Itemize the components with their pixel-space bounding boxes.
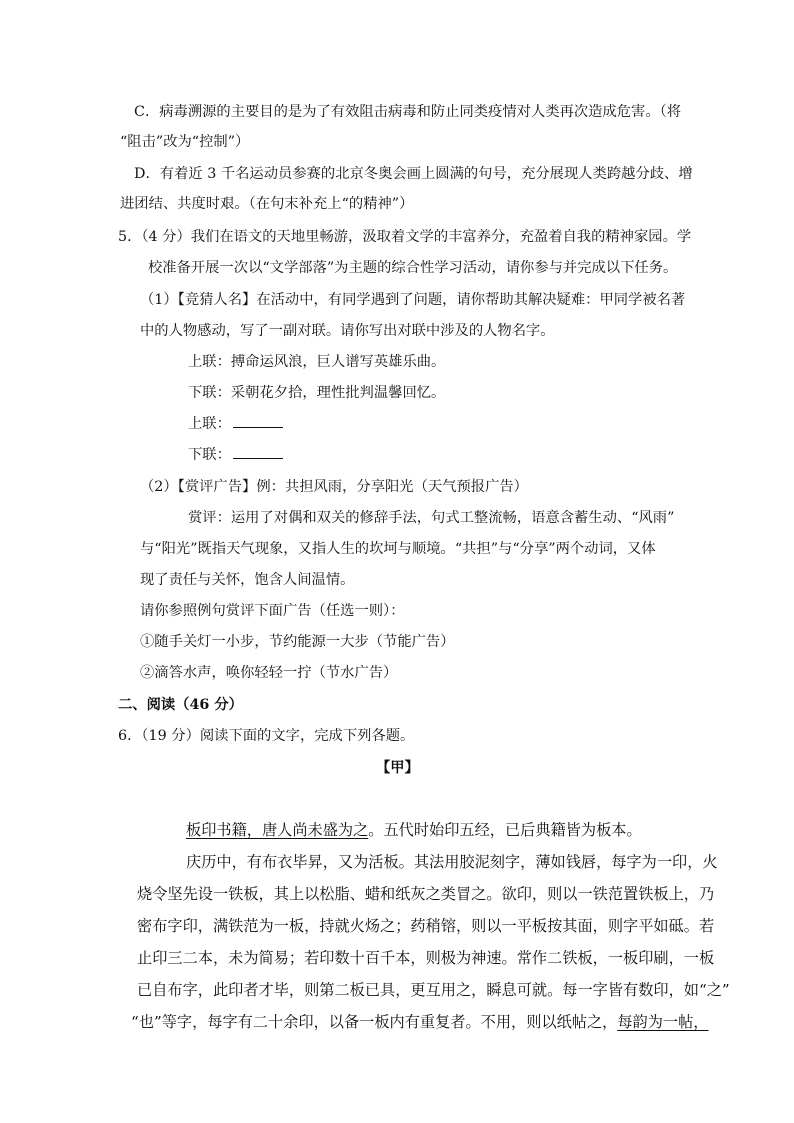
part-2-line2: 赏评：运用了对偶和双关的修辞手法，句式工整流畅，语意含蓄生动、“风雨” [188, 510, 675, 526]
answer-upper-label: 上联： [188, 416, 231, 432]
section-heading: 二、阅读（46 分） [118, 697, 243, 713]
part-2-line1: （2）【赏评广告】例：共担风雨，分享阳光（天气预报广告） [140, 479, 528, 495]
ad-option-2: ②滴答水声，唤你轻轻一拧（节水广告） [140, 665, 398, 681]
option-c-line1: C．病毒溯源的主要目的是为了有效阻击病毒和防止同类疫情对人类再次造成危害。（将 [134, 104, 682, 120]
answer-lower-label: 下联： [188, 447, 231, 463]
part-2-line4: 现了责任与关怀，饱含人间温情。 [140, 572, 355, 588]
question-5-line2: 校准备开展一次以“文学部落”为主题的综合性学习活动，请你参与并完成以下任务。 [148, 260, 678, 276]
couplet-upper: 上联：搏命运风浪，巨人谱写英雄乐曲。 [188, 354, 446, 370]
answer-upper-blank[interactable] [233, 414, 283, 428]
part-1-line1: （1）【竞猜人名】在活动中，有同学遇到了问题，请你帮助其解决疑难：甲同学被名著 [140, 292, 686, 308]
couplet-lower: 下联：采朝花夕拾，理性批判温馨回忆。 [188, 385, 446, 401]
passage-para-2-line4: 止印三二本，未为简易；若印数十百千本，则极为神速。常作二铁板，一板印刷，一板 [137, 949, 715, 967]
underlined-sentence-1: 板印书籍，唐人尚未盛为之 [186, 821, 369, 839]
question-5-line1: 5．（4 分）我们在语文的天地里畅游，汲取着文学的丰富养分，充盈着自我的精神家园。学 [118, 229, 692, 245]
passage-para-2-line6 [131, 1012, 708, 1032]
part-1-line2: 中的人物感动，写了一副对联。请你写出对联中涉及的人物名字。 [140, 323, 555, 339]
question-6: 6．（19 分）阅读下面的文字，完成下列各题。 [118, 728, 415, 744]
option-c-line2: “阻击”改为“控制”） [120, 134, 250, 150]
answer-upper-row [188, 414, 283, 434]
passage-title: 【甲】 [376, 760, 419, 776]
answer-lower-blank[interactable] [233, 445, 283, 459]
option-d-line2: 进团结、共度时艰。（在句末补充上“的精神”） [120, 196, 414, 212]
ad-option-1: ①随手关灯一小步，节约能源一大步（节能广告） [140, 634, 455, 650]
passage-para-2-line5: 已自布字，此印者才毕，则第二板已具，更互用之，瞬息可就。每一字皆有数印，如“之” [137, 981, 730, 999]
answer-lower-row [188, 445, 283, 465]
part-2-line3: 与“阳光”既指天气现象，又指人生的坎坷与顺境。“共担”与“分享”两个动词，又体 [140, 541, 656, 557]
underlined-sentence-2: 每韵为一帖， [617, 1013, 709, 1031]
passage-para-2-line3: 密布字印，满铁范为一板，持就火炀之；药稍镕，则以一平板按其面，则字平如砥。若 [137, 917, 715, 935]
passage-para-1 [186, 820, 642, 840]
passage-para-2-line2: 烧令坚先设一铁板，其上以松脂、蜡和纸灰之类冒之。欲印，则以一铁范置铁板上，乃 [137, 885, 715, 903]
para-2-line6-text: “也”等字，每字有二十余印，以备一板内有重复者。不用，则以纸帖之， [131, 1013, 618, 1031]
option-d-line1: D．有着近 3 千名运动员参赛的北京冬奥会画上圆满的句号，充分展现人类跨越分歧、增 [134, 166, 693, 182]
para-1-rest: 。五代时始印五经，已后典籍皆为板本。 [368, 821, 642, 839]
part-2-prompt: 请你参照例句赏评下面广告（任选一则）： [140, 603, 405, 619]
passage-para-2-line1: 庆历中，有布衣毕昇，又为活板。其法用胶泥刻字，薄如钱唇，每字为一印，火 [186, 853, 718, 871]
